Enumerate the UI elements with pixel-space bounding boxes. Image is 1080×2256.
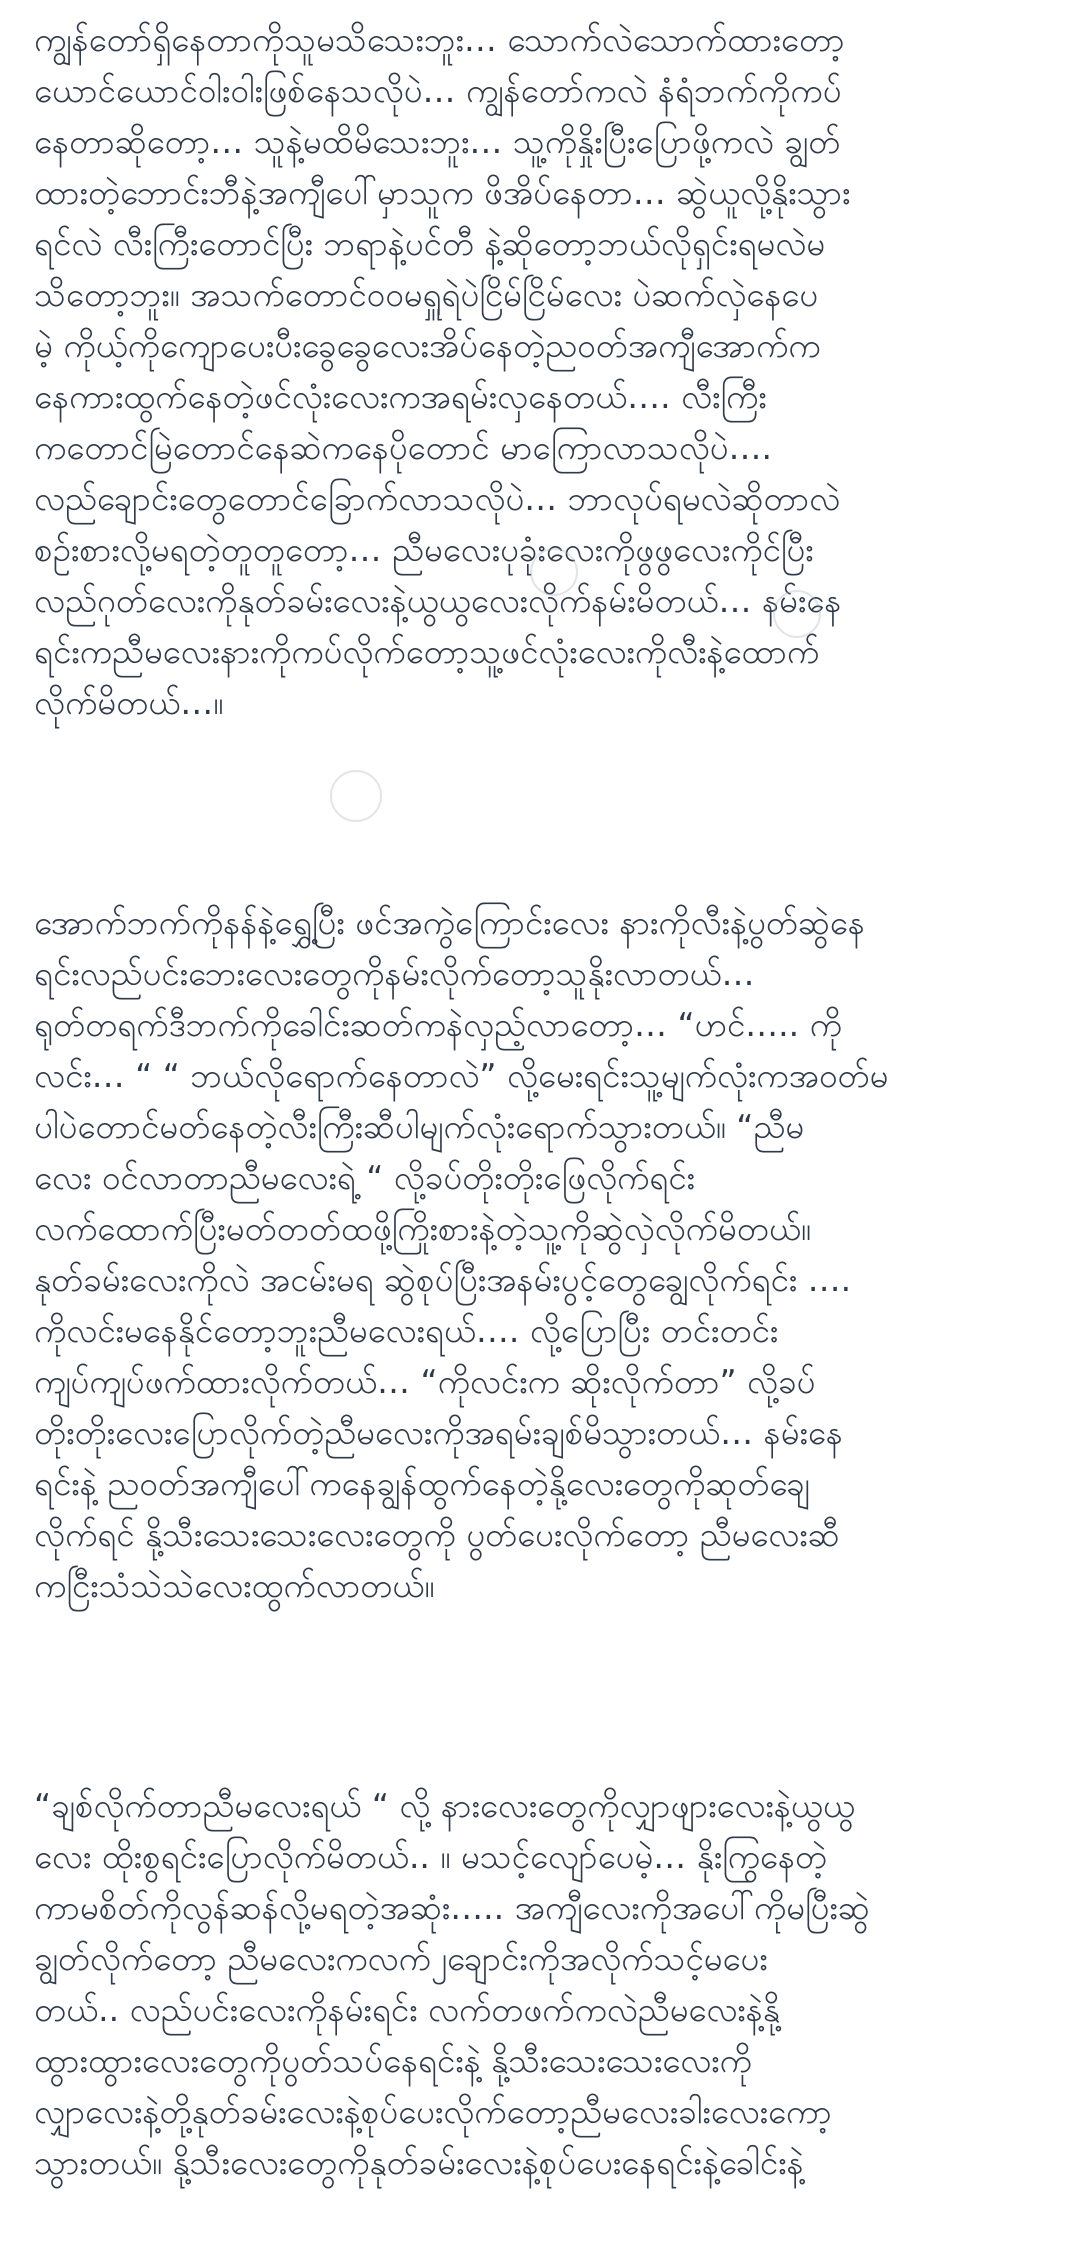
text-line: သွားတယ်။ နို့သီးလေးတွေကိုနုတ်ခမ်းလေးနဲ့စုပ်ပေးနေရင်းနဲ့ခေါင်းနဲ့ xyxy=(34,2143,804,2182)
text-line: ရင်းနဲ့ ညဝတ်အကျီပေါ်ကနေချွန်ထွက်နေတဲ့နို့လေးတွေကိုဆုတ်ချေ xyxy=(34,1464,810,1503)
text-line: မဲ့ ကိုယ့်ကိုကျောပေးပီးခွေခွေလေးအိပ်နေတဲ့ညဝတ်အကျီအောက်က xyxy=(34,326,821,365)
text-line: ကငြီးသံသဲသဲလေးထွက်လာတယ်။ xyxy=(34,1566,435,1605)
text-line: ကာမစိတ်ကိုလွန်ဆန်လို့မရတဲ့အဆုံး….. အကျီလေးကိုအပေါ်ကိုမပြီးဆွဲ xyxy=(34,1888,870,1927)
text-line: “ချစ်လိုက်တာညီမလေးရယ် “ လို့ နားလေးတွေကိုလျှာဖျားလေးနဲ့ယွယွ xyxy=(34,1786,855,1825)
text-line: ကိုလင်းမနေနိုင်တော့ဘူးညီမလေးရယ်…. လို့ပြောပြီး တင်းတင်း xyxy=(34,1311,779,1350)
paragraph-2 xyxy=(34,897,888,1611)
text-line: လျှာလေးနဲ့တို့နုတ်ခမ်းလေးနဲ့စုပ်ပေးလိုက်တော့ညီမလေးခါးလေးကော့ xyxy=(34,2092,832,2131)
text-line: လက်ထောက်ပြီးမတ်တတ်ထဖို့ကြိုးစားနဲ့တဲ့သူ့ကိုဆွဲလှဲလိုက်မိတယ်။ xyxy=(34,1209,811,1248)
text-line: လင်း… “ “ ဘယ်လိုရောက်နေတာလဲ” လို့မေးရင်းသူ့မျက်လုံးကအဝတ်မ xyxy=(34,1056,889,1095)
text-line: ထားတဲ့ဘောင်းဘီနဲ့အကျီပေါ်မှာသူက ဖိအိပ်နေတာ… ဆွဲယူလို့နိုးသွား xyxy=(34,173,851,212)
text-line: ချွတ်လိုက်တော့ ညီမလေးကလက်၂ချောင်းကိုအလိုက်သင့်မပေး xyxy=(34,1939,768,1978)
text-line: ယောင်ယောင်ဝါးဝါးဖြစ်နေသလိုပဲ… ကျွန်တော်ကလဲ နံရံဘက်ကိုကပ် xyxy=(34,71,842,110)
text-line: တယ်.. လည်ပင်းလေးကိုနမ်းရင်း လက်တဖက်ကလဲညီမလေးနဲ့နို့ xyxy=(34,1990,780,2029)
text-line: အောက်ဘက်ကိုနန်နဲ့ရွှေ့ပြီး ဖင်အကွဲကြောင်းလေး နားကိုလီးနဲ့ပွတ်ဆွဲနေ xyxy=(34,903,865,942)
text-line: နေကားထွက်နေတဲ့ဖင်လုံးလေးကအရမ်းလှနေတယ်…. လီးကြီး xyxy=(34,377,767,416)
text-line: လည်ချောင်းတွေတောင်ခြောက်လာသလိုပဲ… ဘာလုပ်ရမလဲဆိုတာလဲ xyxy=(34,479,841,518)
text-line: လေး ထိုးစွရင်းပြောလိုက်မိတယ်.. ။ မသင့်လျော်ပေမဲ့… နိုးကြွနေတဲ့ xyxy=(34,1837,828,1876)
text-line: ကတောင်မြဲတောင်နေဆဲကနေပိုတောင် မာကြောလာသလိုပဲ…. xyxy=(34,428,772,467)
text-line: နေတာဆိုတော့… သူနဲ့မထိမိသေးဘူး… သူ့ကိုနှိုးပြီးပြောဖို့ကလဲ ချွတ် xyxy=(34,122,841,161)
paragraph-3 xyxy=(34,1780,870,2188)
text-line: ကျွန်တော်ရှိနေတာကိုသူမသိသေးဘူး… သောက်လဲသောက်ထားတော့ xyxy=(34,20,845,59)
text-line: လည်ဂုတ်လေးကိုနုတ်ခမ်းလေးနဲ့ယွယွလေးလိုက်နမ်းမိတယ်… နမ်းနေ xyxy=(34,581,842,620)
text-line: တိုးတိုးလေးပြောလိုက်တဲ့ညီမလေးကိုအရမ်းချစ်မိသွားတယ်… နမ်းနေ xyxy=(34,1413,843,1452)
text-line: သိတော့ဘူး။ အသက်တောင်ဝဝမရှူရဲပဲငြိမ်ငြိမ်လေး ပဲဆက်လှဲနေပေ xyxy=(34,275,819,314)
text-line: ရင်းလည်ပင်းဘေးလေးတွေကိုနမ်းလိုက်တော့သူနိုးလာတယ်… xyxy=(34,954,755,993)
paragraph-1 xyxy=(34,14,850,728)
text-line: လိုက်မိတယ်…။ xyxy=(34,683,224,722)
text-line: ကျပ်ကျပ်ဖက်ထားလိုက်တယ်… “ကိုလင်းက ဆိုးလိုက်တာ” လို့ခပ် xyxy=(34,1362,816,1401)
touch-indicator xyxy=(330,770,382,822)
text-line: လိုက်ရင် နို့သီးသေးသေးလေးတွေကို ပွတ်ပေးလိုက်တော့ ညီမလေးဆီ xyxy=(34,1515,840,1554)
touch-indicator xyxy=(773,590,821,638)
text-line: လေး ဝင်လာတာညီမလေးရဲ့ “ လို့ခပ်တိုးတိုးဖြေလိုက်ရင်း xyxy=(34,1158,695,1197)
text-line: ရုတ်တရက်ဒီဘက်ကိုခေါင်းဆတ်ကနဲလှည့်လာတော့… “ဟင်….. ကို xyxy=(34,1005,842,1044)
text-line: ပါပဲတောင်မတ်နေတဲ့လီးကြီးဆီပါမျက်လုံးရောက်သွားတယ်။ “ညီမ xyxy=(34,1107,805,1146)
text-line: ရင်လဲ လီးကြီးတောင်ပြီး ဘရာနဲ့ပင်တီ နဲ့ဆိုတော့ဘယ်လိုရှင်းရမလဲမ xyxy=(34,224,826,263)
touch-indicator xyxy=(530,548,578,596)
text-line: ရင်းကညီမလေးနားကိုကပ်လိုက်တော့သူ့ဖင်လုံးလေးကိုလီးနဲ့ထောက် xyxy=(34,632,820,671)
text-line: နုတ်ခမ်းလေးကိုလဲ အငမ်းမရ ဆွဲစုပ်ပြီးအနမ်းပွင့်တွေချွေလိုက်ရင်း …. xyxy=(34,1260,852,1299)
text-line: ထွားထွားလေးတွေကိုပွတ်သပ်နေရင်းနဲ့ နို့သီးသေးသေးလေးကို xyxy=(34,2041,752,2080)
text-line: စဉ်းစားလို့မရတဲ့တူတူတော့… ညီမလေးပုခုံးလေးကိုဖွဖွလေးကိုင်ပြီး xyxy=(34,530,814,569)
